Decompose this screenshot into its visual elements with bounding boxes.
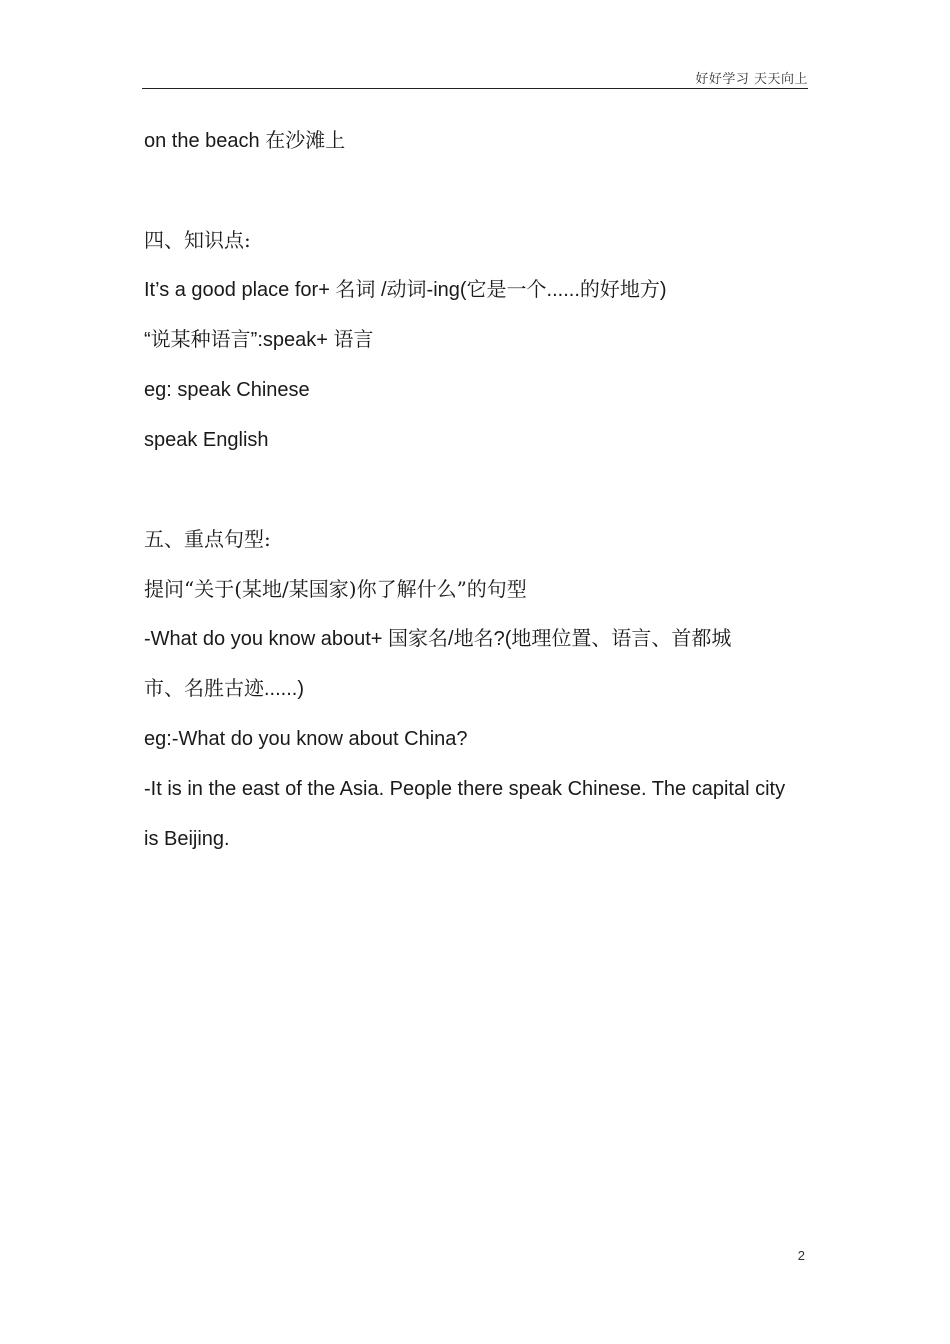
example-line: speak English [144, 429, 269, 451]
section-heading-key-sentences: 五、重点句型: [144, 527, 271, 551]
example-line: is Beijing. [144, 828, 230, 850]
example-line: eg: speak Chinese [144, 379, 310, 401]
sentence-line: -What do you know about+ 国家名/地名?(地理位置、语言、首都城 [144, 628, 732, 650]
example-line: -It is in the east of the Asia. People there speak Chinese. The capital city [144, 778, 786, 800]
page-number: 2 [797, 1248, 805, 1263]
header-rule [142, 88, 808, 89]
vocab-line: on the beach 在沙滩上 [144, 130, 346, 152]
section-heading-knowledge-points: 四、知识点: [144, 228, 251, 252]
knowledge-line: It’s a good place for+ 名词 /动词-ing(它是一个......的好地方) [144, 279, 667, 301]
knowledge-line: “说某种语言”:speak+ 语言 [144, 329, 374, 351]
sentence-line: 提问“关于(某地/某国家)你了解什么”的句型 [144, 577, 527, 601]
sentence-line: 市、名胜古迹......) [144, 678, 304, 700]
page-header: 好好学习 天天向上 [695, 72, 808, 87]
example-line: eg:-What do you know about China? [144, 728, 468, 750]
